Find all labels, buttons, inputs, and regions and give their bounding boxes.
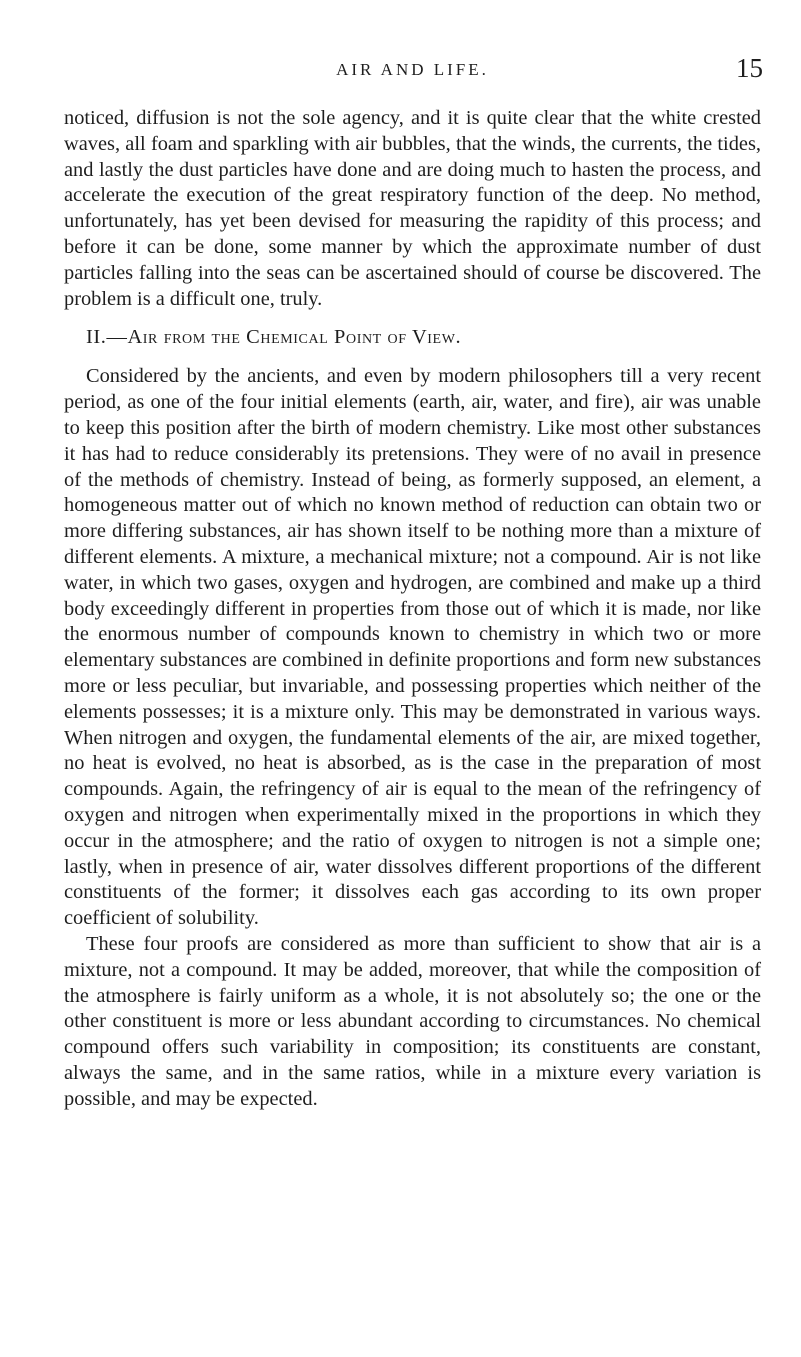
page-number: 15 [736,53,763,83]
section-heading: II.—Air from the Chemical Point of View. [86,326,462,349]
body-paragraph: Considered by the ancients, and even by modern philosophers till a very recent period, as one of the four initial elements (earth, air, water, and fire), air was unable to keep this position after the birth of modern chemistry. Like most other substances it has had to reduce considerably its pretensions. They were of no avail in presence of the methods of chemistry. Instead of being, as formerly supposed, an element, a homogeneous matter out of which no known method of reduction can obtain two or more differing substances, air has shown itself to be nothing more than a mixture of different elements. A mixture, a mechanical mixture; not a compound. Air is not like water, in which two gases, oxygen and hydrogen, are combined and make up a third body exceedingly different in properties from those out of which it is made, nor like the enormous number of compounds known to chemistry in which two or more elementary substances are combined in definite proportions and form new substances more or less peculiar, but invariable, and possessing properties which neither of the elements possesses; it is a mixture only. This may be demonstrated in various ways. When nitrogen and oxygen, the fundamental elements of the air, are mixed together, no heat is evolved, no heat is absorbed, as is the case in the preparation of most compounds. Again, the refringency of air is equal to the mean of the refringency of oxygen and nitrogen when experimentally mixed in the proportions in which they occur in the atmosphere; and the ratio of oxygen to nitrogen is not a simple one; lastly, when in presence of air, water dissolves different proportions of the different constituents of the former; it dissolves each gas according to its own proper coefficient of solubility. [64,365,761,930]
running-title: AIR AND LIFE. [336,60,489,79]
running-head [64,52,761,88]
body-paragraph: noticed, diffusion is not the sole agency, and it is quite clear that the white crested waves, all foam and sparkling with air bubbles, that the winds, the currents, the tides, and lastly the dust particles have done and are doing much to hasten the process, and accelerate the execution of the great respiratory function of the deep. No method, unfortunately, has yet been devised for measuring the rapidity of this process; and before it can be done, some manner by which the approximate number of dust particles falling into the seas can be ascertained should of course be discovered. The problem is a difficult one, truly. [64,107,761,310]
body-paragraph: These four proofs are considered as more than sufficient to show that air is a mixture, not a compound. It may be added, moreover, that while the composition of the atmosphere is fairly uniform as a whole, it is not absolutely so; the one or the other constituent is more or less abundant according to circumstances. No chemical compound offers such variability in composition; its constituents are constant, always the same, and in the same ratios, while in a mixture every variation is possible, and may be expected. [64,932,761,1110]
book-page [64,52,761,1112]
